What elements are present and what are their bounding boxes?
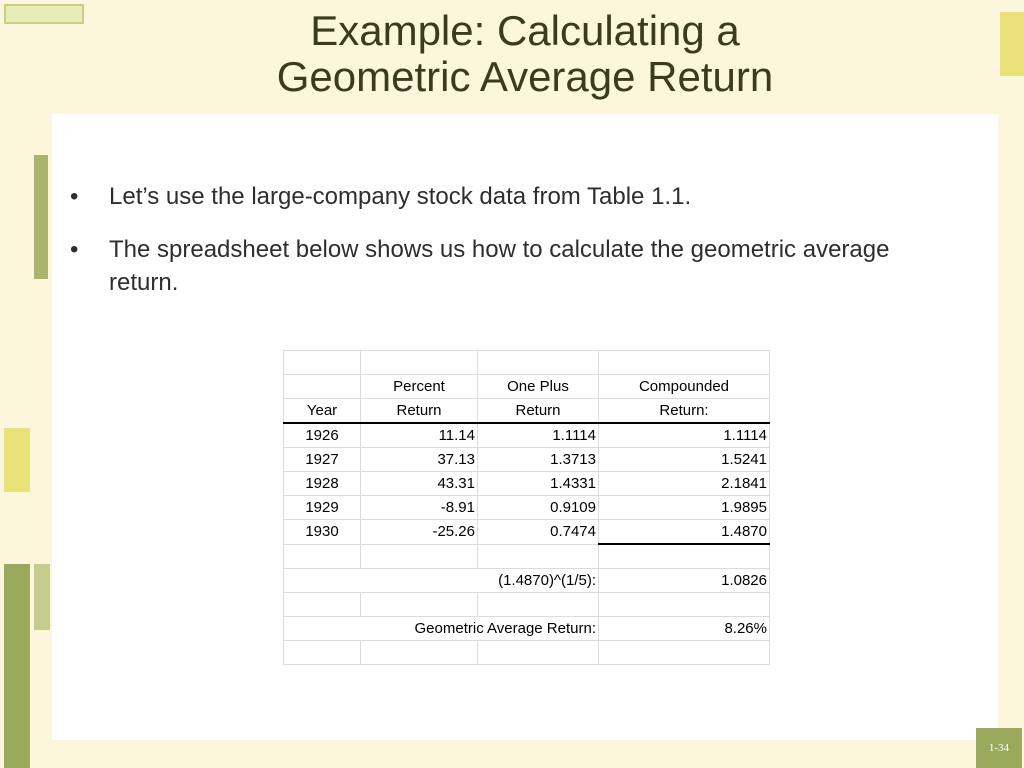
geometric-average-value: 8.26%	[599, 617, 770, 641]
table-cell	[361, 544, 478, 569]
one-plus-return-cell: 1.1114	[478, 423, 599, 448]
one-plus-return-cell: 1.4331	[478, 472, 599, 496]
header-cell: Compounded	[599, 375, 770, 399]
compounded-return-cell: 2.1841	[599, 472, 770, 496]
table-cell	[599, 351, 770, 375]
table-cell	[284, 544, 361, 569]
table-row	[284, 423, 770, 448]
bullet-text: The spreadsheet below shows us how to calculate the geometric average return.	[109, 236, 890, 296]
frame-block	[34, 155, 48, 279]
bullet-item	[66, 233, 946, 299]
header-cell: Percent	[361, 375, 478, 399]
table-row	[284, 544, 770, 569]
one-plus-return-cell: 0.9109	[478, 496, 599, 520]
compounded-return-cell: 1.1114	[599, 423, 770, 448]
header-cell: Return	[478, 399, 599, 424]
year-cell: 1929	[284, 496, 361, 520]
percent-return-cell: 43.31	[361, 472, 478, 496]
table-row	[284, 448, 770, 472]
table-cell	[361, 593, 478, 617]
percent-return-cell: -8.91	[361, 496, 478, 520]
table-row	[284, 593, 770, 617]
percent-return-cell: -25.26	[361, 520, 478, 545]
table-cell	[478, 593, 599, 617]
table-row	[284, 496, 770, 520]
table-cell	[284, 593, 361, 617]
bullet-icon: •	[70, 236, 79, 263]
geometric-average-label: Geometric Average Return:	[284, 617, 599, 641]
slide-title-line-1: Example: Calculating a	[310, 7, 740, 54]
compounded-return-cell: 1.5241	[599, 448, 770, 472]
slide-title	[52, 8, 998, 100]
table-row	[284, 617, 770, 641]
bullet-item	[66, 180, 946, 213]
header-cell	[284, 375, 361, 399]
table-cell	[478, 351, 599, 375]
table-row	[284, 569, 770, 593]
percent-return-cell: 37.13	[361, 448, 478, 472]
header-cell: Year	[284, 399, 361, 424]
year-cell: 1927	[284, 448, 361, 472]
nth-root-value: 1.0826	[599, 569, 770, 593]
table-cell	[284, 641, 361, 665]
frame-block	[4, 564, 30, 768]
table-row	[284, 641, 770, 665]
spreadsheet-table	[283, 350, 770, 665]
percent-return-cell: 11.14	[361, 423, 478, 448]
table-cell	[284, 351, 361, 375]
table-header-row	[284, 399, 770, 424]
year-cell: 1926	[284, 423, 361, 448]
header-cell: Return:	[599, 399, 770, 424]
table-cell	[599, 544, 770, 569]
table-row	[284, 520, 770, 545]
table-cell	[599, 593, 770, 617]
year-cell: 1928	[284, 472, 361, 496]
table-header-row	[284, 375, 770, 399]
header-cell: One Plus	[478, 375, 599, 399]
nth-root-label: (1.4870)^(1/5):	[284, 569, 599, 593]
frame-block	[4, 428, 30, 492]
compounded-return-cell: 1.4870	[599, 520, 770, 545]
table-cell	[478, 641, 599, 665]
one-plus-return-cell: 1.3713	[478, 448, 599, 472]
table-row	[284, 472, 770, 496]
frame-block	[1000, 12, 1024, 76]
table-cell	[599, 641, 770, 665]
year-cell: 1930	[284, 520, 361, 545]
table-row	[284, 351, 770, 375]
slide-title-line-2: Geometric Average Return	[276, 53, 774, 100]
header-cell: Return	[361, 399, 478, 424]
table-cell	[478, 544, 599, 569]
frame-block	[34, 564, 50, 630]
one-plus-return-cell: 0.7474	[478, 520, 599, 545]
bullet-text: Let’s use the large-company stock data from Table 1.1.	[109, 183, 692, 210]
table-cell	[361, 351, 478, 375]
compounded-return-cell: 1.9895	[599, 496, 770, 520]
table-cell	[361, 641, 478, 665]
slide-number: 1-34	[976, 728, 1022, 768]
bullet-list	[66, 180, 946, 319]
bullet-icon: •	[70, 183, 79, 210]
